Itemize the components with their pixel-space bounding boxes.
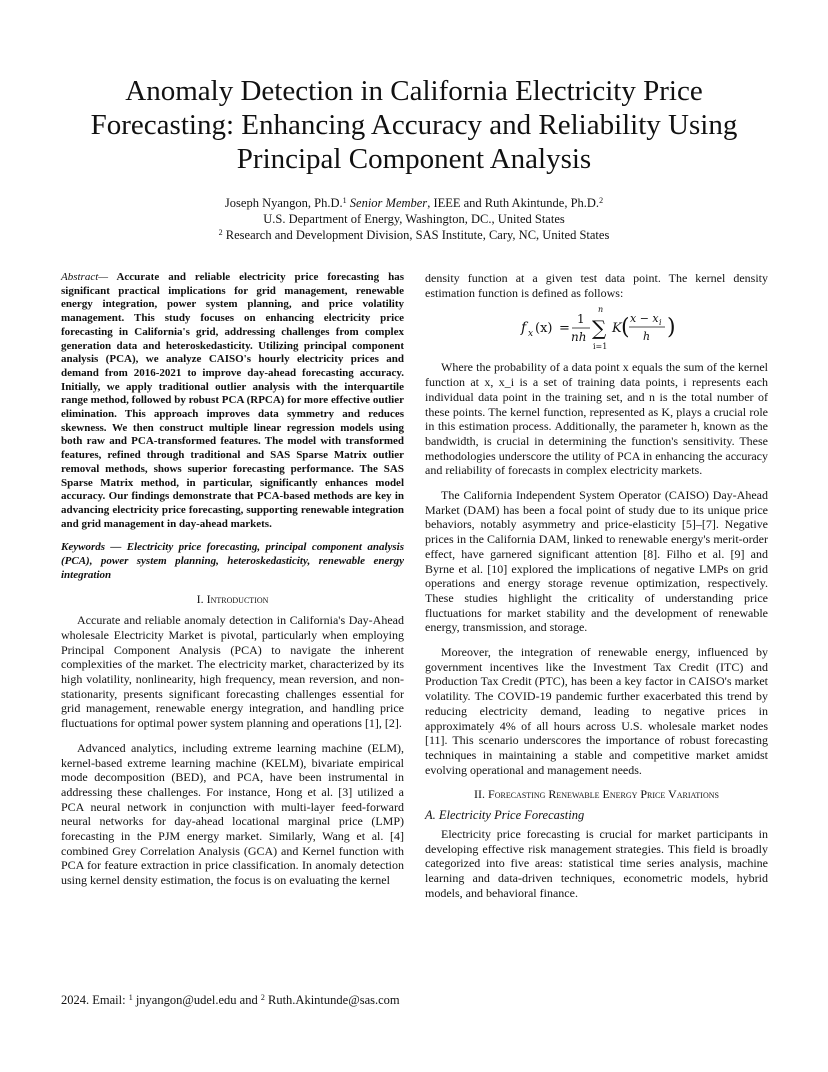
eq-sum: ∑ — [592, 316, 607, 341]
abstract — [61, 271, 404, 531]
equation-graphic — [517, 304, 677, 354]
section-2-title: Forecasting Renewable Energy Price Variations — [488, 787, 719, 802]
author-1-sup: 1 — [342, 196, 347, 205]
section-1-title: Introduction — [206, 592, 269, 607]
footer-email — [61, 993, 400, 1008]
footer-prefix: 2024. Email: — [61, 993, 129, 1007]
footer-sup-1: 1 — [128, 993, 133, 1002]
author-line-rest: , IEEE and Ruth Akintunde, Ph.D. — [427, 196, 600, 210]
affiliation-1: U.S. Department of Energy, Washington, DC., United States — [263, 212, 565, 226]
eq-inner-den: h — [643, 330, 651, 344]
author-block — [60, 195, 768, 243]
eq-arg: (x) — [535, 321, 553, 337]
abstract-text: Accurate and reliable electricity price forecasting has significant practical implications for grid management, renewable energy integration, power system planning, and price volatility management. This study focuses on enhancing electricity price forecasting in California's grid, addressing challenges from complex generation data and heteroskedasticity. Utilizing principal component analysis (PCA), we analyze CAISO's hourly electricity prices and demand from 2016-2021 to improve day-ahead forecasting accuracy. Initially, we apply traditional outlier analysis with the interquartile range method, followed by robust PCA (RPCA) for more effective outlier elimination. This approach improves data symmetry and reduces skewness. We then construct multiple linear regression models using both raw and PCA-transformed features. The model with transformed features, refined through traditional and SAS Sparse Matrix outlier removal methods, shows superior forecasting performance. The SAS Sparse Matrix method, in particular, significantly enhances model accuracy. Our findings demonstrate that PCA-based methods are key in advancing electricity price forecasting, supporting renewable integration and grid management in day-ahead markets. — [61, 271, 404, 530]
abstract-label: Abstract— — [61, 271, 109, 283]
author-1-name: Joseph Nyangon, Ph.D. — [224, 196, 343, 210]
section-heading-forecasting — [425, 787, 768, 802]
eq-equals: = — [559, 321, 570, 337]
affiliation-2: Research and Development Division, SAS Institute, Cary, NC, United States — [225, 228, 610, 242]
section-heading-introduction — [61, 592, 404, 607]
subsection-a-paragraph: Electricity price forecasting is crucial for market participants in developing effective risk management strategies. This field is broadly categorized into five areas: statistical time series analysis, machine learning and data-driven techniques, econometric models, hybrid models, and behavioral finance. — [425, 826, 768, 900]
section-1-numeral: I. — [196, 592, 204, 607]
keywords: Keywords — Electricity price forecasting, principal component analysis (PCA), power system planning, heteroskedasticity, renewable energy integration — [61, 541, 404, 581]
kernel-density-equation — [425, 304, 768, 354]
right-paragraph-1: Where the probability of a data point x equals the sum of the kernel function at x, x_i is a set of training data points, i represents each individual data point in the training set, and n is the total number of these points. The kernel function, represented as K, plays a crucial role in this estimation process. Additionally, the parameter h, known as the bandwidth, is crucial in determining the function's sensitivity. These methodologies underscore the utility of PCA in enhancing the accuracy and reliability of forecasts in complex electricity markets. — [425, 360, 768, 478]
author-line — [60, 195, 768, 211]
footer-sup-2: 2 — [260, 993, 265, 1002]
subsection-heading-a: A. Electricity Price Forecasting — [425, 808, 585, 823]
eq-f-sub: x — [528, 329, 534, 340]
eq-kernel: K — [612, 321, 622, 337]
author-2-sup: 2 — [599, 196, 604, 205]
paper-title: Anomaly Detection in California Electricity Price Forecasting: Enhancing Accuracy and Reliability Using Principal Component Analysis — [90, 75, 738, 175]
eq-num: 1 — [577, 312, 585, 327]
eq-inner-sub: i — [659, 318, 662, 328]
section-2-numeral: II. — [474, 787, 486, 802]
footer-email-2: Ruth.Akintunde@sas.com — [264, 993, 400, 1007]
eq-den: nh — [571, 330, 587, 345]
eq-sum-bottom: i=1 — [593, 342, 608, 352]
left-column — [61, 271, 404, 888]
kernel-intro-text: density function at a given test data point. The kernel density estimation function is defined as follows: — [425, 271, 768, 300]
intro-paragraph-1: Accurate and reliable anomaly detection in California's Day-Ahead wholesale Electricity Market is pivotal, particularly when employing Principal Component Analysis (PCA) to navigate the inherent complexities of the market. The electricity market, characterized by its high volatility, nonlinearity, high frequency, mean reversion, and non-stationarity, presents significant forecasting challenges essential for grid management, renewable energy integration, and handling price fluctuations for optimal power system planning and operations [1], [2]. — [61, 613, 404, 731]
right-column — [425, 271, 768, 900]
right-paragraph-3: Moreover, the integration of renewable energy, influenced by government incentives like the Investment Tax Credit (ITC) and Production Tax Credit (PTC), has been a key factor in CAISO's market volatility. The COVID-19 pandemic further exacerbated this trend by reducing electricity demand, leading to negative prices in approximately 4% of all hours across U.S. wholesale market nodes [11]. This scenario underscores the importance of robust forecasting techniques in maintaining a stable and competitive market amidst evolving operational and management needs. — [425, 645, 768, 777]
right-paragraph-2: The California Independent System Operator (CAISO) Day-Ahead Market (DAM) has been a focal point of study due to its unique price behaviors, notably asymmetry and price-elasticity [5]–[7]. Negative prices in the California DAM, linked to renewable energy's merit-order effect, have garnered significant attention [8]. Filho et al. [9] and Byrne et al. [10] explored the implications of negative LMPs on grid operations and energy storage revenue optimization, respectively. These studies highlight the criticality of understanding price fluctuations for market stability and the development of renewable energy, transmission, and storage. — [425, 488, 768, 635]
eq-close-paren: ) — [667, 315, 676, 341]
eq-open-paren: ( — [621, 315, 630, 341]
affiliation-2-line — [60, 227, 768, 243]
eq-sum-top: n — [598, 305, 604, 315]
intro-paragraph-2: Advanced analytics, including extreme learning machine (ELM), kernel-based extreme learning machine (KELM), bivariate empirical mode decomposition (BED), and PCA, have been instrumental in addressing these challenges. For instance, Hong et al. [3] utilized a PCA neural network in conjunction with multi-layer feed-forward neural networks for day-ahead locational marginal price (LMP) forecasting in the PJM energy market. Similarly, Wang et al. [4] combined Grey Correlation Analysis (GCA) and Kernel function with PCA for feature extraction in price classification. In anomaly detection using kernel density estimation, the focus is on evaluating the kernel — [61, 740, 404, 888]
affiliation-2-sup: 2 — [218, 228, 223, 237]
eq-f: f — [521, 320, 527, 337]
author-1-role: Senior Member — [349, 196, 428, 210]
eq-inner-num: x − x — [630, 312, 659, 326]
footer-email-1: jnyangon@udel.edu and — [132, 993, 261, 1007]
